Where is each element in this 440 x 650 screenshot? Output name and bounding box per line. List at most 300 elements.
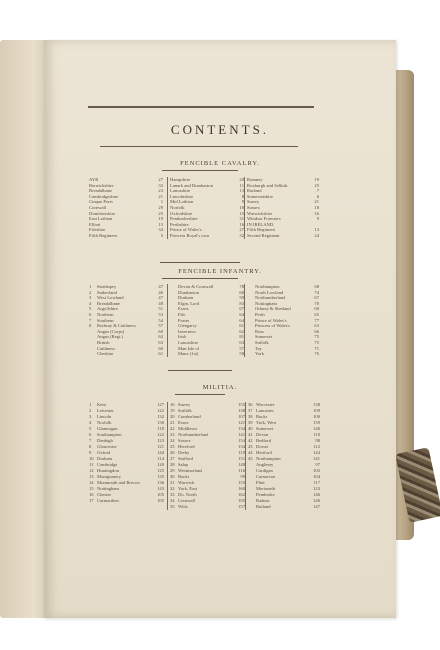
entry-page: 23 bbox=[158, 188, 163, 194]
entry-name: Pembroke bbox=[256, 492, 275, 497]
entry-page: 154 bbox=[238, 438, 245, 443]
entry-name: IN IRELAND. bbox=[247, 221, 275, 227]
entry-number: 44 bbox=[248, 450, 253, 455]
entry-page: 60 bbox=[158, 328, 163, 334]
title-rule bbox=[100, 146, 298, 147]
entry-name: 26 Derby bbox=[170, 450, 190, 455]
entry-name: 11 Cambridge bbox=[89, 462, 118, 467]
entry-name: 39 York, West bbox=[248, 420, 277, 425]
entry-name: East Lothian bbox=[89, 216, 113, 222]
entry-name: 3 Lincoln bbox=[89, 414, 112, 419]
entry-page: 51 bbox=[158, 306, 163, 312]
entry-name: 2 Leicester bbox=[89, 408, 114, 413]
militia-top-rule bbox=[168, 370, 232, 371]
entry-name: Radnor bbox=[256, 498, 270, 503]
entry-name: 40 Somerset bbox=[248, 426, 274, 431]
entry-name: Perthshire bbox=[170, 221, 189, 227]
entry-page: 8 bbox=[241, 193, 244, 199]
entry-name: Breadalbane bbox=[89, 188, 112, 194]
entry-name: 45 Northampton bbox=[248, 456, 281, 461]
entry-page: 24 bbox=[314, 232, 319, 238]
entry-page: 29 bbox=[158, 204, 163, 210]
entry-number: 33 bbox=[170, 492, 175, 497]
column-divider bbox=[167, 177, 168, 239]
entry-page: 33 bbox=[158, 182, 163, 188]
entry-page: 7 bbox=[316, 188, 319, 194]
entry-page: 122 bbox=[157, 408, 164, 413]
entry-number: 20 bbox=[170, 414, 175, 419]
entry-name: 24 Sussex bbox=[170, 438, 191, 443]
entry-page: 116 bbox=[238, 468, 245, 473]
entry-page: 117 bbox=[313, 480, 320, 485]
entry-number: 8 bbox=[89, 444, 92, 449]
entry-name: 17 Carmarthen bbox=[89, 498, 119, 503]
entry-page: 60 bbox=[158, 345, 163, 351]
entry-name: Romney bbox=[247, 177, 263, 182]
entry-page: 58 bbox=[239, 351, 244, 357]
page-title: CONTENTS. bbox=[170, 122, 270, 137]
entry-name: 27 Stafford bbox=[170, 456, 193, 461]
entry-page: 98 bbox=[315, 438, 320, 443]
entry-page: 110 bbox=[313, 432, 320, 437]
entry-number: 6 bbox=[89, 311, 92, 317]
entry-page: 134 bbox=[238, 426, 245, 431]
entry-name: Irish bbox=[178, 334, 187, 340]
entry-page: 21 bbox=[314, 199, 319, 205]
entry-page: 104 bbox=[313, 474, 320, 479]
entry-name: Warwickshire bbox=[247, 210, 273, 216]
entry-name: 1 Strathspey bbox=[89, 284, 117, 289]
entry-name: Cinque Ports bbox=[89, 199, 113, 205]
list-item bbox=[170, 504, 245, 510]
entry-page: 75 bbox=[314, 339, 319, 345]
entry-page: 141 bbox=[238, 432, 245, 437]
entry-page: 99 bbox=[240, 474, 245, 479]
cav-column-3 bbox=[247, 177, 319, 239]
entry-page: 47 bbox=[158, 284, 163, 289]
entry-page: 83 bbox=[239, 300, 244, 306]
entry-page: 105 bbox=[157, 492, 164, 497]
entry-page: 147 bbox=[313, 504, 320, 509]
entry-page: 123 bbox=[313, 486, 320, 491]
entry-page: 31 bbox=[239, 216, 244, 222]
entry-name: Tay bbox=[255, 345, 262, 351]
entry-name: 16 Surrey bbox=[170, 402, 191, 407]
entry-number: 22 bbox=[170, 426, 175, 431]
entry-page: 162 bbox=[238, 492, 245, 497]
entry-number: 5 bbox=[89, 306, 92, 312]
entry-page: 25 bbox=[158, 210, 163, 216]
entry-page: 110 bbox=[238, 450, 245, 455]
entry-page: 46 bbox=[158, 289, 163, 295]
column-divider bbox=[167, 402, 168, 510]
entry-page: 61 bbox=[158, 351, 163, 357]
entry-name: Suffolk bbox=[255, 339, 269, 345]
entry-number: 38 bbox=[248, 414, 253, 419]
entry-page: 159 bbox=[313, 420, 320, 425]
entry-name: 8 Rothsay & Caithness bbox=[89, 323, 136, 329]
entry-name: Cheshire bbox=[97, 351, 114, 357]
entry-name: Second Regiment bbox=[247, 232, 280, 238]
entry-name: 30 Bucks bbox=[170, 474, 190, 479]
entry-page: 160 bbox=[238, 486, 245, 491]
entry-name: Roxburgh and Selkirk bbox=[247, 182, 288, 188]
entry-number: 26 bbox=[170, 450, 175, 455]
entry-name: Prince of Wales's bbox=[170, 227, 202, 233]
entry-name: Caithness bbox=[97, 345, 115, 351]
entry-page: 65 bbox=[314, 311, 319, 317]
entry-name: Oxfordshire bbox=[170, 210, 193, 216]
entry-page: 62 bbox=[239, 328, 244, 334]
cav-column-2 bbox=[170, 177, 244, 239]
entry-page: 77 bbox=[314, 317, 319, 323]
entry-page: 122 bbox=[157, 432, 164, 437]
entry-name: 4 Breadalbane bbox=[89, 300, 120, 306]
column-divider bbox=[244, 284, 245, 357]
entry-name: Berwickshire bbox=[89, 182, 114, 188]
entry-page: 34 bbox=[158, 227, 163, 233]
entry-name: Lincolnshire bbox=[170, 193, 194, 199]
entry-name: 5 Argyllshire bbox=[89, 306, 118, 312]
entry-page: 18 bbox=[314, 204, 319, 210]
entry-name: 10 Durham bbox=[89, 456, 113, 461]
entry-number: 28 bbox=[170, 462, 175, 467]
entry-page: 11 bbox=[239, 182, 244, 188]
entry-page: 60 bbox=[239, 289, 244, 295]
entry-number: 19 bbox=[170, 408, 175, 413]
entry-name: 6 Northern bbox=[89, 311, 114, 317]
entry-name: 21 Essex bbox=[170, 420, 189, 425]
entry-number: 25 bbox=[170, 444, 175, 449]
entry-name: Dumbarton bbox=[178, 289, 199, 295]
entry-page: 61 bbox=[239, 323, 244, 329]
entry-name: 13 Montgomery bbox=[89, 474, 121, 479]
section-heading-cavalry: FENCIBLE CAVALRY. bbox=[180, 160, 260, 167]
entry-number: 41 bbox=[248, 432, 253, 437]
entry-number: 3 bbox=[89, 414, 92, 419]
cav-column-1 bbox=[89, 177, 163, 239]
entry-name: Cornwall bbox=[89, 204, 107, 210]
entry-number: 37 bbox=[248, 408, 253, 413]
column-divider bbox=[245, 402, 246, 510]
entry-number: 12 bbox=[89, 468, 94, 473]
entry-page: 6 bbox=[316, 193, 319, 199]
entry-name: 5 Glamorgan bbox=[89, 426, 118, 431]
entry-page: 9 bbox=[241, 199, 244, 205]
list-item bbox=[89, 233, 163, 239]
entry-number: 17 bbox=[89, 498, 94, 503]
entry-name: Rutland bbox=[256, 504, 271, 509]
entry-name: North Lowland bbox=[255, 289, 284, 295]
entry-name: Hampshire bbox=[170, 177, 191, 182]
entry-page: 123 bbox=[157, 438, 164, 443]
entry-page: 144 bbox=[157, 450, 164, 455]
entry-page: 16 bbox=[239, 221, 244, 227]
entry-number: 14 bbox=[89, 480, 94, 485]
entry-name: Anglesey bbox=[256, 462, 274, 467]
entry-name: 34 Cornwall bbox=[170, 498, 196, 503]
entry-name: Somerset bbox=[255, 334, 273, 340]
entry-page: 135 bbox=[157, 474, 164, 479]
list-item bbox=[89, 351, 163, 357]
entry-page: 132 bbox=[157, 414, 164, 419]
entry-name: Nottingham bbox=[255, 300, 277, 306]
entry-page: 62 bbox=[158, 334, 163, 340]
entry-page: 125 bbox=[157, 468, 164, 473]
entry-name: 42 Bedford bbox=[248, 438, 272, 443]
entry-name: Cambridgeshire bbox=[89, 193, 119, 199]
entry-name: Orkney & Shetland bbox=[255, 306, 291, 312]
entry-page: 136 bbox=[157, 480, 164, 485]
entry-name: 6 Southampton bbox=[89, 432, 122, 437]
entry-number: 40 bbox=[248, 426, 253, 431]
entry-page: 81 bbox=[239, 334, 244, 340]
entry-page: 67 bbox=[314, 295, 319, 301]
entry-page: 155 bbox=[238, 402, 245, 407]
entry-page: 16 bbox=[314, 210, 319, 216]
entry-name: Fifeshire bbox=[89, 227, 106, 233]
section-heading-infantry: FENCIBLE INFANTRY. bbox=[178, 268, 262, 275]
entry-number: 16 bbox=[89, 492, 94, 497]
entry-name: Man Isle of bbox=[178, 345, 200, 351]
entry-page: 53 bbox=[158, 311, 163, 317]
entry-name: 1 Kent bbox=[89, 402, 106, 407]
entry-name: Essex bbox=[178, 306, 189, 312]
entry-number: 4 bbox=[89, 420, 92, 425]
entry-name: York bbox=[255, 351, 264, 357]
entry-page: 112 bbox=[313, 444, 320, 449]
entry-number: 13 bbox=[89, 474, 94, 479]
infantry-top-rule bbox=[160, 262, 240, 263]
entry-name: Lanark and Dumbarton bbox=[170, 182, 213, 188]
entry-number: 42 bbox=[248, 438, 253, 443]
entry-name: 16 Chester bbox=[89, 492, 112, 497]
entry-page: 21 bbox=[158, 193, 163, 199]
entry-name: Durham bbox=[178, 295, 194, 301]
entry-name: 38 Bucks bbox=[248, 414, 268, 419]
entry-name: 36 Worcester bbox=[248, 402, 275, 407]
entry-number: 4 bbox=[89, 300, 92, 306]
entry-name: 8 Gloucester bbox=[89, 444, 117, 449]
entry-page: 71 bbox=[314, 345, 319, 351]
cavalry-rule bbox=[162, 170, 238, 171]
entry-page: 9 bbox=[316, 216, 319, 222]
entry-name: AYR bbox=[89, 177, 99, 182]
entry-page: 57 bbox=[158, 323, 163, 329]
entry-page: 138 bbox=[313, 402, 320, 407]
entry-name: Fraser bbox=[178, 317, 190, 323]
entry-page: 70 bbox=[314, 300, 319, 306]
entry-page: 59 bbox=[239, 295, 244, 301]
entry-page: 102 bbox=[313, 468, 320, 473]
entry-page: 76 bbox=[314, 351, 319, 357]
entry-page: 60 bbox=[314, 306, 319, 312]
entry-name: Somersetshire bbox=[247, 193, 274, 199]
mil-column-3 bbox=[248, 402, 320, 510]
entry-name: Lancashire bbox=[178, 339, 199, 345]
entry-name: Manx (1st) bbox=[178, 351, 199, 357]
entry-page: 5 bbox=[160, 232, 163, 238]
entry-number: 32 bbox=[170, 486, 175, 491]
entry-name: Windsor Foresters bbox=[247, 216, 281, 222]
entry-page: 78 bbox=[239, 284, 244, 289]
entry-page: 19 bbox=[314, 177, 319, 182]
entry-page: 97 bbox=[315, 462, 320, 467]
entry-page: 48 bbox=[158, 300, 163, 306]
entry-number: 2 bbox=[89, 408, 92, 413]
entry-name: 32 York, East bbox=[170, 486, 198, 491]
entry-page: 148 bbox=[238, 462, 245, 467]
entry-page: 63 bbox=[158, 339, 163, 345]
entry-name: Northampton bbox=[255, 284, 280, 289]
infantry-rule bbox=[162, 278, 238, 279]
entry-page: 109 bbox=[313, 408, 320, 413]
entry-name: Princess of Wales's bbox=[255, 323, 291, 329]
entry-page: 114 bbox=[157, 456, 164, 461]
entry-name: Prince of Wales's bbox=[255, 317, 287, 323]
entry-name: Fifth Regiment bbox=[89, 232, 117, 238]
entry-name: Cardigan bbox=[256, 468, 273, 473]
entry-name: 2 Sutherland bbox=[89, 289, 117, 295]
entry-name: Merioneth bbox=[256, 486, 276, 491]
inf-column-1 bbox=[89, 284, 163, 357]
entry-number: 34 bbox=[170, 498, 175, 503]
entry-page: 120 bbox=[157, 462, 164, 467]
entry-name: Fife bbox=[178, 311, 186, 317]
entry-number: 23 bbox=[170, 432, 175, 437]
entry-number: 21 bbox=[170, 420, 175, 425]
entry-number: 31 bbox=[170, 480, 175, 485]
entry-page: 143 bbox=[157, 486, 164, 491]
entry-page: 15 bbox=[158, 221, 163, 227]
entry-number: 8 bbox=[89, 323, 92, 329]
entry-page: 68 bbox=[314, 284, 319, 289]
entry-name: Pembrokeshire bbox=[170, 216, 198, 222]
entry-page: 32 bbox=[239, 232, 244, 238]
entry-name: Elliott bbox=[89, 221, 101, 227]
entry-name: Ross bbox=[255, 328, 264, 334]
entry-page: 64 bbox=[239, 317, 244, 323]
entry-number: 1 bbox=[89, 402, 92, 407]
entry-name: Princess Royal's own bbox=[170, 232, 210, 238]
entry-page: 66 bbox=[314, 328, 319, 334]
entry-number: 7 bbox=[89, 317, 92, 323]
entry-name: 31 Warwick bbox=[170, 480, 195, 485]
entry-name: Mid Lothian bbox=[170, 199, 194, 205]
entry-name: 4 Norfolk bbox=[89, 420, 112, 425]
militia-rule bbox=[175, 394, 225, 395]
entry-name: 12 Huntingdon bbox=[89, 468, 119, 473]
entry-page: 63 bbox=[239, 339, 244, 345]
entry-number: 39 bbox=[248, 420, 253, 425]
entry-number: 29 bbox=[170, 468, 175, 473]
entry-number: 27 bbox=[170, 456, 175, 461]
entry-page: 1 bbox=[160, 199, 163, 205]
entry-name: 25 Hereford bbox=[170, 444, 195, 449]
entry-name: 19 Suffolk bbox=[170, 408, 192, 413]
inf-column-2 bbox=[170, 284, 244, 357]
entry-name: Norfolk bbox=[170, 204, 185, 210]
entry-name: 15 Nottingham bbox=[89, 486, 119, 491]
list-item bbox=[247, 233, 319, 239]
entry-page: 121 bbox=[157, 444, 164, 449]
entry-page: 151 bbox=[238, 456, 245, 461]
entry-name: Surrey bbox=[247, 199, 260, 205]
entry-page: 124 bbox=[313, 450, 320, 455]
entry-number: 10 bbox=[89, 456, 94, 461]
entry-name: 14 Monmouth and Brecon bbox=[89, 480, 140, 485]
entry-number: 3 bbox=[89, 295, 92, 301]
entry-number: 5 bbox=[89, 426, 92, 431]
list-item bbox=[170, 351, 244, 357]
entry-name: 41 Devon bbox=[248, 432, 269, 437]
entry-name: Elgin, Lord bbox=[178, 300, 200, 306]
entry-page: 13 bbox=[314, 227, 319, 233]
entry-name: 7 Southern bbox=[89, 317, 114, 323]
entry-page: 18 bbox=[239, 204, 244, 210]
column-divider bbox=[167, 284, 168, 357]
entry-name: Perth bbox=[255, 311, 265, 317]
entry-page: 27 bbox=[158, 177, 163, 182]
entry-name: 33 Do. North bbox=[170, 492, 197, 497]
mil-column-1 bbox=[89, 402, 164, 504]
entry-name: 22 Middlesex bbox=[170, 426, 198, 431]
entry-page: 74 bbox=[314, 289, 319, 295]
entry-number: 6 bbox=[89, 432, 92, 437]
entry-number: 16 bbox=[170, 402, 175, 407]
entry-number: 11 bbox=[89, 462, 94, 467]
entry-name: 23 Northumberland bbox=[170, 432, 209, 437]
entry-page: 140 bbox=[313, 426, 320, 431]
entry-name: 43 Dorset bbox=[248, 444, 269, 449]
entry-name: Dumfriesshire bbox=[89, 210, 116, 216]
entry-page: 146 bbox=[313, 492, 320, 497]
entry-page: 105 bbox=[238, 498, 245, 503]
entry-number: 1 bbox=[89, 284, 92, 289]
inf-column-3 bbox=[247, 284, 319, 357]
list-item bbox=[248, 504, 320, 510]
entry-page: 63 bbox=[314, 323, 319, 329]
entry-page: 15 bbox=[239, 210, 244, 216]
entry-page: 100 bbox=[313, 414, 320, 419]
entry-page: 13 bbox=[239, 188, 244, 194]
entry-name: 28 Salop bbox=[170, 462, 189, 467]
entry-number: 15 bbox=[89, 486, 94, 491]
entry-name: Flint bbox=[256, 480, 265, 485]
entry-page: 57 bbox=[239, 345, 244, 351]
entry-page: 118 bbox=[157, 426, 164, 431]
entry-number: 43 bbox=[248, 444, 253, 449]
entry-page: 27 bbox=[239, 227, 244, 233]
entry-number: 36 bbox=[248, 402, 253, 407]
entry-page: 54 bbox=[158, 317, 163, 323]
entry-page: 75 bbox=[314, 334, 319, 340]
entry-name: Sussex bbox=[247, 204, 260, 210]
entry-page: 105 bbox=[157, 498, 164, 503]
entry-number: 2 bbox=[89, 289, 92, 295]
entry-page: 138 bbox=[238, 408, 245, 413]
top-rule bbox=[88, 106, 314, 108]
entry-page: 107 bbox=[238, 414, 245, 419]
entry-name: Lancashire bbox=[170, 188, 191, 194]
entry-page: 146 bbox=[313, 498, 320, 503]
entry-name: 35 Wilts bbox=[170, 504, 188, 509]
mil-column-2 bbox=[170, 402, 245, 510]
entry-name: 20 Cumberland bbox=[170, 414, 201, 419]
list-item bbox=[89, 498, 164, 504]
entry-number: 7 bbox=[89, 438, 92, 443]
entry-name: Northumberland bbox=[255, 295, 286, 301]
